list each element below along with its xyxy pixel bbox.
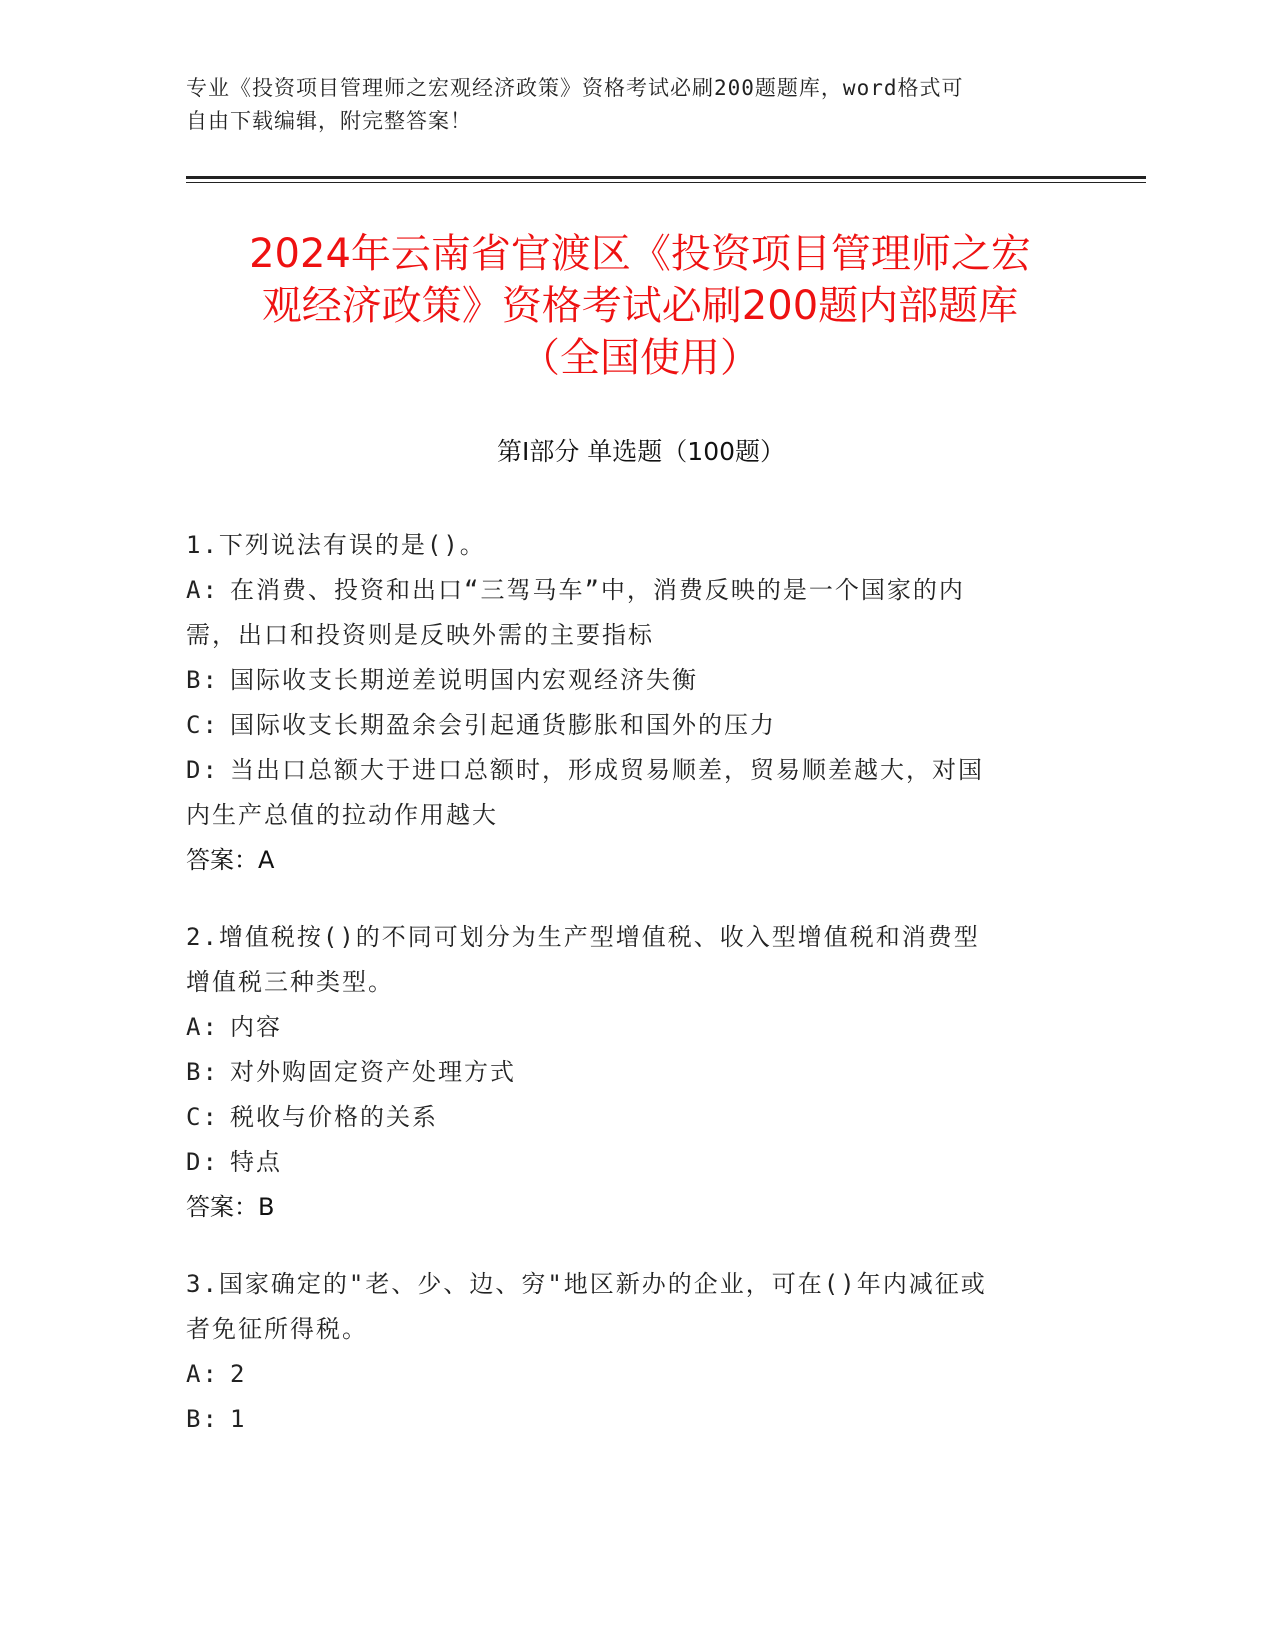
question-stem: 增值税三种类型。	[186, 968, 394, 996]
option-label: C:	[186, 711, 219, 739]
header-note	[186, 72, 1066, 138]
option-line	[186, 1140, 1066, 1185]
question-block	[186, 1262, 1066, 1442]
question-list	[186, 523, 1066, 1474]
option-text: 在消费、投资和出口“三驾马车”中，消费反映的是一个国家的内	[230, 576, 965, 604]
header-note-line: 专业《投资项目管理师之宏观经济政策》资格考试必刷200题题库，word格式可	[186, 76, 964, 100]
document-title-line: 观经济政策》资格考试必刷200题内部题库	[261, 283, 1019, 329]
question-stem: 3.国家确定的"老、少、边、穷"地区新办的企业，可在()年内减征或	[186, 1270, 987, 1298]
option-text: 1	[230, 1405, 247, 1433]
header-divider	[186, 176, 1146, 179]
question-stem: 2.增值税按()的不同可划分为生产型增值税、收入型增值税和消费型	[186, 923, 980, 951]
question-stem: 1.下列说法有误的是()。	[186, 531, 486, 559]
document-title-line: 2024年云南省官渡区《投资项目管理师之宏	[249, 231, 1031, 277]
header-divider-thin	[186, 182, 1146, 183]
option-label: A:	[186, 576, 219, 604]
option-text: 2	[230, 1360, 247, 1388]
option-label: D:	[186, 1148, 219, 1176]
answer-line: 答案：A	[186, 846, 275, 874]
answer-line: 答案：B	[186, 1193, 275, 1221]
option-text: 当出口总额大于进口总额时，形成贸易顺差，贸易顺差越大，对国	[230, 756, 984, 784]
document-title	[150, 228, 1130, 384]
option-label: D:	[186, 756, 219, 784]
option-label: B:	[186, 666, 219, 694]
option-text: 特点	[230, 1148, 282, 1176]
option-line	[186, 793, 1066, 838]
option-text: 对外购固定资产处理方式	[230, 1058, 516, 1086]
option-line	[186, 1095, 1066, 1140]
option-line	[186, 1397, 1066, 1442]
option-line	[186, 1050, 1066, 1095]
option-text: 国际收支长期盈余会引起通货膨胀和国外的压力	[230, 711, 776, 739]
document-title-line: （全国使用）	[520, 335, 760, 381]
option-line	[186, 658, 1066, 703]
option-label: B:	[186, 1058, 219, 1086]
header-note-line: 自由下载编辑，附完整答案！	[186, 109, 472, 133]
option-label: A:	[186, 1360, 219, 1388]
section-heading: 第Ⅰ部分 单选题（100题）	[496, 437, 786, 466]
option-label: C:	[186, 1103, 219, 1131]
option-text: 国际收支长期逆差说明国内宏观经济失衡	[230, 666, 698, 694]
option-label: B:	[186, 1405, 219, 1433]
question-block	[186, 915, 1066, 1230]
option-text: 需，出口和投资则是反映外需的主要指标	[186, 621, 654, 649]
option-text: 内容	[230, 1013, 282, 1041]
question-stem: 者免征所得税。	[186, 1315, 368, 1343]
option-line	[186, 1352, 1066, 1397]
option-line	[186, 568, 1066, 613]
option-line	[186, 703, 1066, 748]
option-label: A:	[186, 1013, 219, 1041]
option-line	[186, 1005, 1066, 1050]
question-block	[186, 523, 1066, 883]
option-line	[186, 748, 1066, 793]
option-text: 内生产总值的拉动作用越大	[186, 801, 498, 829]
option-text: 税收与价格的关系	[230, 1103, 438, 1131]
option-line	[186, 613, 1066, 658]
